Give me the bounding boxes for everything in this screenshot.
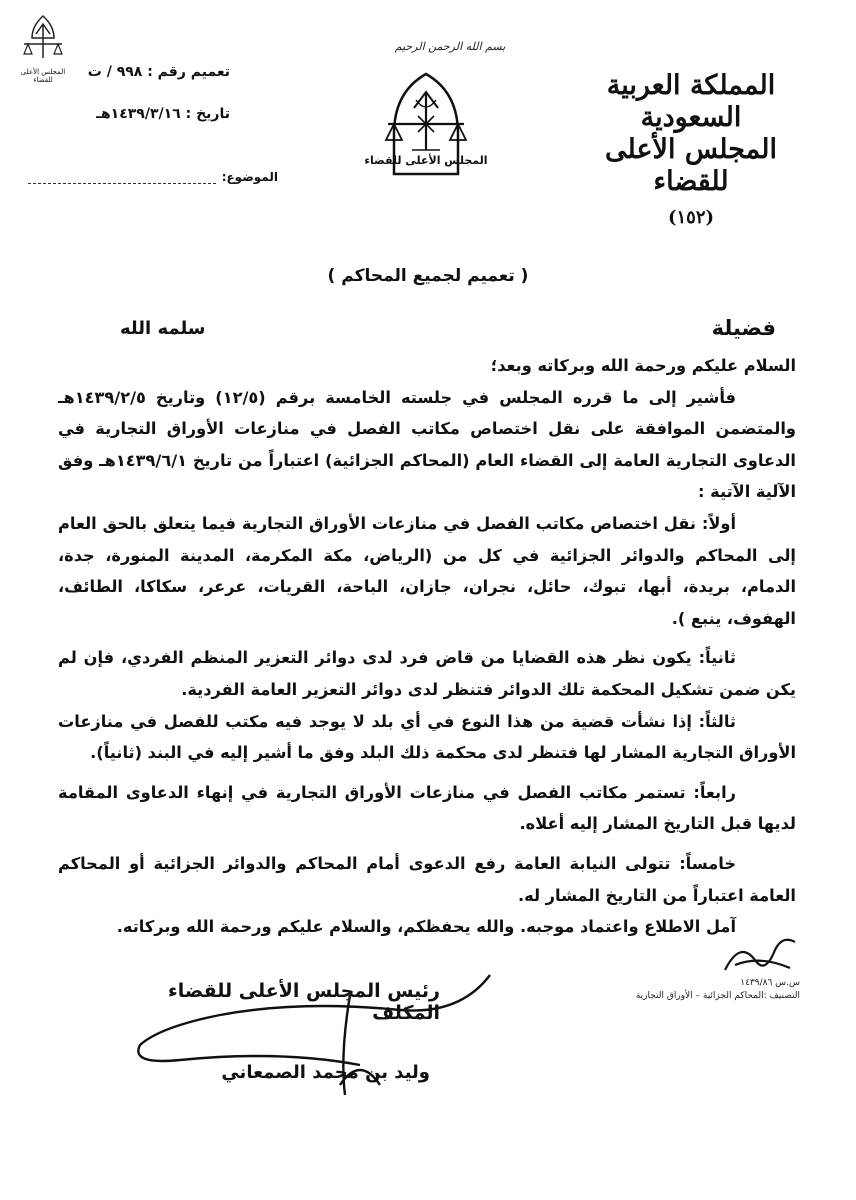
signatory-title: رئيس المجلس الأعلى للقضاء المكلف bbox=[168, 980, 440, 1024]
subject-label: الموضوع: bbox=[221, 170, 278, 184]
small-emblem-caption: المجلس الأعلى للقضاء bbox=[20, 68, 66, 84]
kingdom-name: المملكة العربية السعودية bbox=[606, 70, 776, 133]
salutation bbox=[80, 316, 776, 346]
intro-paragraph: فأشير إلى ما قرره المجلس في جلسته الخامسة برقم (١٢/٥) وتاريخ ١٤٣٩/٢/٥هـ والمتضمن الموافقة على نقل اختصاص مكاتب الفصل في منازعات الأوراق التجارية في الدعاوى التجارية العامة إلى القضاء العام (المحاكم الجزائية) اعتباراً من تاريخ ١٤٣٩/٦/١هـ وفق الآلية الآتية : bbox=[58, 387, 796, 502]
clause-fifth: خامساً: تتولى النيابة العامة رفع الدعوى أمام المحاكم والدوائر الجزائية أو المحاكم العامة اعتباراً من التاريخ المشار له. bbox=[58, 853, 796, 905]
clause-first: أولاً: نقل اختصاص مكاتب الفصل في منازعات الأوراق التجارية فيما يتعلق بالحق العام إلى المحاكم والدوائر الجزائية في كل من (الرياض، مكة المكرمة، المدينة المنورة، جدة، الدمام، بريدة، أبها، تبوك، حائل، نجران، جازان، الباحة، القريات، عرعر، سكاكا، الطائف، الهفوف، ينبع ). bbox=[58, 513, 796, 628]
circular-meta bbox=[30, 64, 230, 148]
blessing: سلمه الله bbox=[120, 318, 206, 339]
subject-line bbox=[28, 170, 278, 184]
subject-dotted-line bbox=[28, 173, 216, 184]
circular-number: تعميم رقم : ٩٩٨ / ت bbox=[87, 64, 230, 80]
letterhead-number: (١٥٢) bbox=[667, 207, 715, 228]
signatory-name: وليد بن محمد الصمعاني bbox=[221, 1062, 430, 1083]
council-name: المجلس الأعلى للقضاء bbox=[605, 134, 777, 197]
reference-code: س.س ١٤٣٩/٨٦ bbox=[740, 978, 800, 988]
greeting: السلام عليكم ورحمة الله وبركاته وبعد؛ bbox=[490, 356, 796, 375]
letter-body bbox=[58, 350, 796, 943]
closing-paragraph: آمل الاطلاع واعتماد موجبه. والله يحفظكم، والسلام عليكم ورحمة الله وبركاته. bbox=[116, 917, 736, 937]
council-emblem-icon bbox=[362, 70, 490, 182]
clause-fourth: رابعاً: تستمر مكاتب الفصل في منازعات الأوراق التجارية في إنهاء الدعاوى المقامة لديها قبل التاريخ المشار إليه أعلاه. bbox=[58, 782, 796, 834]
circular-date: تاريخ : ١٤٣٩/٣/١٦هـ bbox=[96, 106, 230, 122]
document-title: ( تعميم لجميع المحاكم ) bbox=[327, 266, 529, 286]
reference-classification: التصنيف :المحاكم الجزائية – الأوراق التجارية bbox=[635, 991, 800, 1001]
clause-third: ثالثاً: إذا نشأت قضية من هذا النوع في أي بلد لا يوجد فيه مكتب للفصل في منازعات الأوراق التجارية المشار لها فتنظر لدى محكمة ذلك البلد وفق ما أشير إليه في البند (ثانياً). bbox=[58, 711, 796, 763]
initials-scribble bbox=[720, 930, 800, 984]
clause-second: ثانياً: يكون نظر هذه القضايا من قاض فرد لدى دوائر التعزير المنظم الفردي، فإن لم يكن ضمن تشكيل المحكمة تلك الدوائر فتنظر لدى دوائر التعزير العامة الفردية. bbox=[58, 648, 796, 699]
honorific: فضيلة bbox=[711, 316, 776, 340]
basmala: بسم الله الرحمن الرحيم bbox=[394, 40, 506, 53]
emblem-caption: المجلس الأعلى للقضاء bbox=[364, 154, 488, 167]
issuer-heading bbox=[566, 70, 816, 234]
handwritten-signature bbox=[100, 955, 520, 1109]
